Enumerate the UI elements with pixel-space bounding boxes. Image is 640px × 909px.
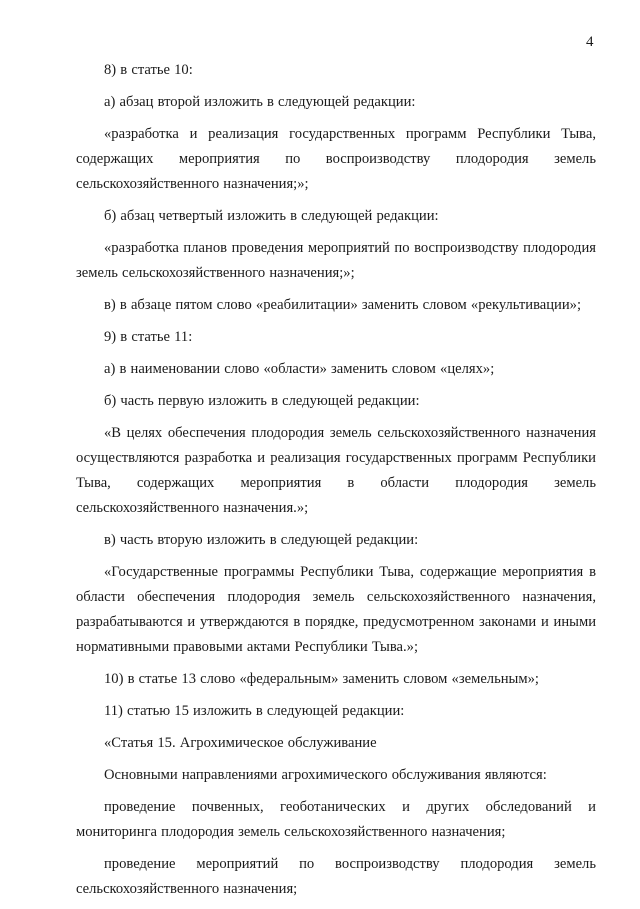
paragraph-article-15-heading: 11) статью 15 изложить в следующей редакции:: [104, 703, 405, 719]
paragraph-article-10-b: б) абзац четвертый изложить в следующей редакции:: [104, 208, 439, 224]
paragraph-article-10-heading: 8) в статье 10:: [104, 62, 193, 78]
paragraph-article-15-item-1: проведение почвенных, геоботанических и других обследований и мониторинга плодородия земель сельскохозяйственного назначения;: [76, 799, 596, 840]
paragraph-article-11-b-text: «В целях обеспечения плодородия земель сельскохозяйственного назначения осуществляются разработка и реализация государственных программ Республики Тыва, содержащих мероприятия в области плодородия земель сельскохозяйственного назначения.»;: [76, 425, 596, 516]
paragraph-article-10-v: в) в абзаце пятом слово «реабилитации» заменить словом «рекультивации»;: [104, 297, 582, 313]
paragraph-article-10-a: а) абзац второй изложить в следующей редакции:: [104, 94, 416, 110]
paragraph-article-15-intro: Основными направлениями агрохимического обслуживания являются:: [104, 767, 547, 783]
paragraph-article-13: 10) в статье 13 слово «федеральным» заменить словом «земельным»;: [104, 671, 539, 687]
page-number: 4: [586, 34, 594, 50]
paragraph-article-11-v-text: «Государственные программы Республики Тыва, содержащие мероприятия в области обеспечения плодородия земель сельскохозяйственного назначения, разрабатываются и утверждаются в порядке, предусмотренном законами и иными нормативными правовыми актами Республики Тыва.»;: [76, 564, 596, 655]
document-body: [76, 58, 596, 909]
paragraph-article-11-a: а) в наименовании слово «области» заменить словом «целях»;: [104, 361, 495, 377]
paragraph-article-11-heading: 9) в статье 11:: [104, 329, 193, 345]
paragraph-article-11-b: б) часть первую изложить в следующей редакции:: [104, 393, 420, 409]
paragraph-article-11-v: в) часть вторую изложить в следующей редакции:: [104, 532, 419, 548]
paragraph-article-15-item-2: проведение мероприятий по воспроизводству плодородия земель сельскохозяйственного назначения;: [76, 856, 596, 897]
paragraph-article-10-a-text: «разработка и реализация государственных программ Республики Тыва, содержащих мероприятия по воспроизводству плодородия земель сельскохозяйственного назначения;»;: [76, 126, 596, 192]
paragraph-article-15-title: «Статья 15. Агрохимическое обслуживание: [104, 735, 377, 751]
paragraph-article-10-b-text: «разработка планов проведения мероприятий по воспроизводству плодородия земель сельскохозяйственного назначения;»;: [76, 240, 596, 281]
